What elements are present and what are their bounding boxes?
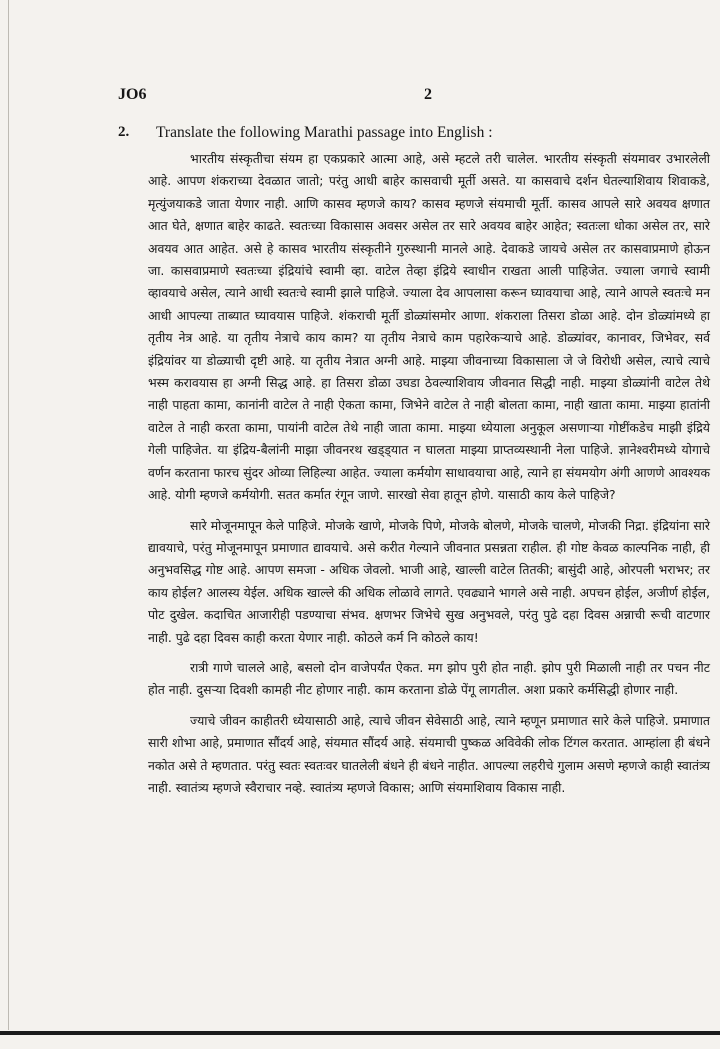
bottom-rule — [0, 1031, 720, 1035]
passage-paragraph-1: भारतीय संस्कृतीचा संयम हा एकप्रकारे आत्मा आहे, असे म्हटले तरी चालेल. भारतीय संस्कृती संयमावर उभारलेली आहे. आपण शंकराच्या देवळात जातो; परंतु आधी बाहेर कासवाची मूर्ती असते. या कासवाचे दर्शन घेतल्याशिवाय शिवाकडे, मृत्युंजयाकडे जाता येणार नाही. आणि कासव म्हणजे काय? कासव म्हणजे संयमाची मूर्ती. कासव आपले सारे अवयव क्षणात आत घेते, क्षणात बाहेर काढते. स्वतःच्या विकासास अवसर असेल तर सारे अवयव बाहेर आहेत; स्वतःला धोका असेल तर, सारे अवयव आत आहेत. असे हे कासव भारतीय संस्कृतीने गुरुस्थानी मानले आहे. देवाकडे जायचे असेल तर कासवाप्रमाणे होऊन जा. कासवाप्रमाणे स्वतःच्या इंद्रियांचे स्वामी व्हा. वाटेल तेव्हा इंद्रिये स्वाधीन राखता आली पाहिजेत. ज्याला जगाचे स्वामी व्हावयाचे असेल, त्याने आधी स्वतःचे स्वामी झाले पाहिजे. ज्याला देव आपलासा करून घ्यावयाचा आहे, त्याने आपले स्वतःचे मन आधी आपल्या ताब्यात घ्यावयास पाहिजे. शंकराची मूर्ती डोळ्यांसमोर आणा. शंकराला तिसरा डोळा आहे. दोन डोळ्यांमध्ये हा तृतीय नेत्र आहे. या तृतीय नेत्राचे काय काम? या तृतीय नेत्राचे काम पहारेकऱ्याचे आहे. डोळ्यांवर, कानावर, जिभेवर, सर्व इंद्रियांवर या डोळ्याची दृष्टी आहे. या तृतीय नेत्रात अग्नी आहे. माझ्या जीवनाच्या विकासाला जे जे विरोधी असेल, त्याचे त्याचे भस्म करावयास हा अग्नी सिद्ध आहे. हा तिसरा डोळा उघडा ठेवल्याशिवाय जीवनात सिद्धी नाही. माझ्या डोळ्यांनी वाटेल तेथे नाही पाहता कामा, कानांनी वाटेल ते नाही ऐकता कामा, जिभेने वाटेल ते नाही बोलता कामा, नाही खाता कामा. माझ्या हातांनी वाटेल ते नाही करता कामा, पायांनी वाटेल तेथे नाही जाता कामा. माझ्या ध्येयाला अनुकूल असणाऱ्या गोष्टींकडेच माझी इंद्रिये गेली पाहिजेत. या इंद्रिय-बैलांनी माझा जीवनरथ खड्ड्यात न घालता माझ्या प्राप्तव्यस्थानी नेला पाहिजे. ज्ञानेश्वरीमध्ये योगाचे वर्णन करताना फारच सुंदर ओव्या लिहिल्या आहेत. ज्याला कर्मयोग साधावयाचा आहे, त्याने हा संयमयोग अंगी आणणे आवश्यक आहे. योगी म्हणजे कर्मयोगी. सतत कर्मात रंगून जाणे. सारखो सेवा हातून होणे. यासाठी काय केले पाहिजे? — [148, 151, 710, 503]
passage-paragraph-3: रात्री गाणे चालले आहे, बसलो दोन वाजेपर्यंत ऐकत. मग झोप पुरी होत नाही. झोप पुरी मिळाली नाही तर पचन नीट होत नाही. दुसऱ्या दिवशी कामही नीट होणार नाही. काम करताना डोळे पेंगू लागतील. अशा प्रकारे कर्मसिद्धी होणार नाही. — [148, 659, 710, 698]
passage-paragraph-2: सारे मोजूनमापून केले पाहिजे. मोजके खाणे, मोजके पिणे, मोजके बोलणे, मोजके चालणे, मोजकी निद्रा. इंद्रियांना सारे द्यावयाचे, परंतु मोजूनमापून प्रमाणात द्यावयाचे. असे करीत गेल्याने जीवनात प्रसन्नता राहील. ही गोष्ट केवळ काल्पनिक नाही, ही अनुभवसिद्ध गोष्ट आहे. आपण समजा - अधिक जेवलो. भाजी आहे, खाल्ली वाटेल तितकी; बासुंदी आहे, ओरपली भराभर; तर काय होईल? आलस्य येईल. अधिक खाल्ले की अधिक लोळावे लागते. एवढ्याने भागले असे नाही. अपचन होईल, अजीर्ण होईल, पोट दुखेल. कदाचित आजारीही पडण्याचा संभव. क्षणभर जिभेचे सुख अनुभवले, परंतु पुढे दहा दिवस अन्नाची रूची वाटणार नाही. पुढे दहा दिवस काही करता येणार नाही. कोठले कर्म नि कोठले काय! — [148, 517, 710, 645]
page-number: 2 — [424, 86, 432, 103]
page-header — [118, 86, 708, 110]
page-edge-line — [8, 0, 9, 1030]
marathi-passage — [148, 148, 710, 799]
paper-code: JO6 — [118, 86, 147, 103]
question-instruction: Translate the following Marathi passage into English : — [156, 124, 493, 141]
question-number: 2. — [118, 124, 130, 140]
passage-paragraph-4: ज्याचे जीवन काहीतरी ध्येयासाठी आहे, त्याचे जीवन सेवेसाठी आहे, त्याने म्हणून प्रमाणात सारे केले पाहिजे. प्रमाणात सारी शोभा आहे, प्रमाणात सौंदर्य आहे, संयमात सौंदर्य आहे. संयमाची पुष्कळ अविवेकी लोक टिंगल करतात. आम्हांला ही बंधने नकोत असे ते म्हणतात. परंतु स्वतः स्वतःवर घातलेली बंधने ही बंधने नाहीत. आपल्या लहरीचे गुलाम असणे म्हणजे काही स्वातंत्र्य नाही. स्वातंत्र्य म्हणजे स्वैराचार नव्हे. स्वातंत्र्य म्हणजे विकास; आणि संयमाशिवाय विकास नाही. — [148, 712, 710, 795]
